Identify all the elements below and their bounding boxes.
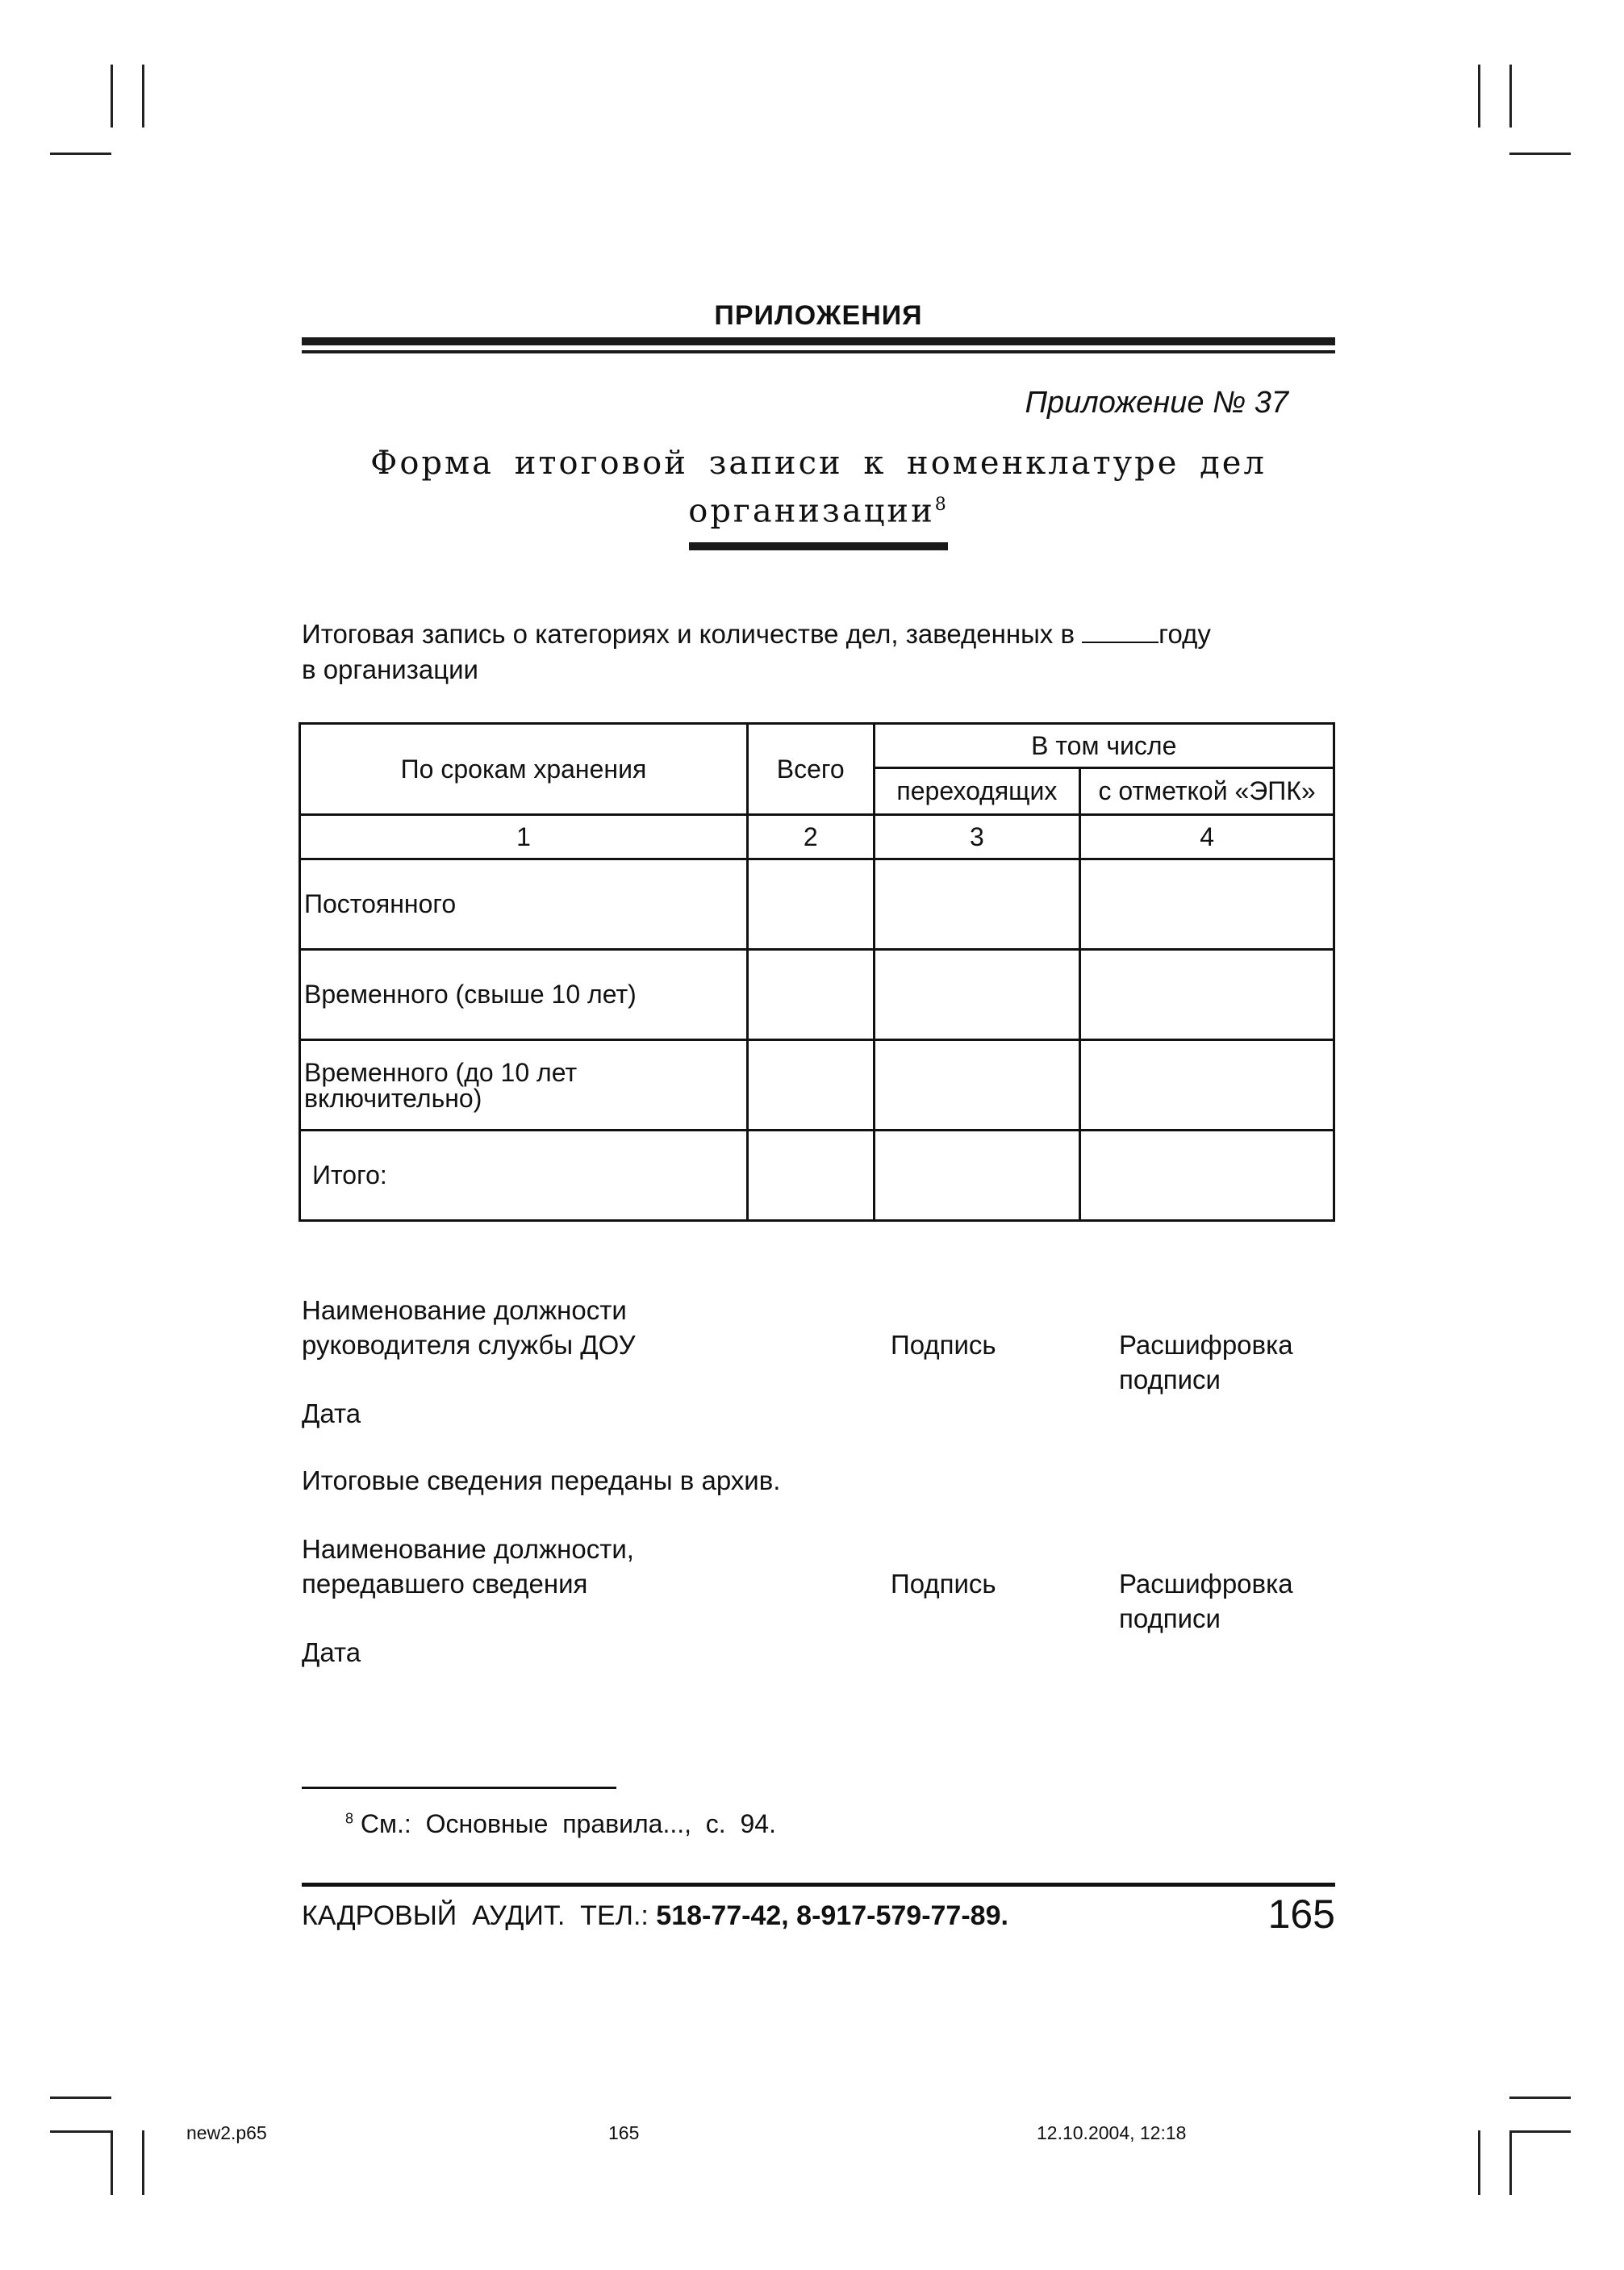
footnote-rule <box>302 1787 616 1789</box>
footnote-ref: 8 <box>934 495 949 515</box>
intro-line2: в организации <box>302 654 478 684</box>
sig2-date: Дата <box>302 1637 361 1667</box>
column-number: 2 <box>747 815 874 859</box>
slug-page: 165 <box>608 2122 640 2143</box>
page-title <box>302 442 1335 532</box>
table-row <box>300 1040 1334 1131</box>
cell <box>1080 859 1334 950</box>
footnote <box>345 1809 776 1839</box>
transfer-note: Итоговые сведения переданы в архив. <box>302 1465 781 1495</box>
row-label: Временного (свыше 10 лет) <box>300 950 748 1040</box>
header-rule-thin <box>302 350 1335 353</box>
sig2-position <box>302 1532 634 1601</box>
table-row <box>300 1131 1334 1221</box>
cell <box>1080 950 1334 1040</box>
footer-rule <box>302 1883 1335 1887</box>
cell <box>874 859 1080 950</box>
sig1-date: Дата <box>302 1398 361 1428</box>
column-number: 4 <box>1080 815 1334 859</box>
column-number: 1 <box>300 815 748 859</box>
title-text: Форма итоговой записи к номенклатуре дел организации <box>370 445 1267 530</box>
table-row <box>300 950 1334 1040</box>
intro-year-word: году <box>1159 619 1211 649</box>
sig2-position-line1: Наименование должности, <box>302 1534 634 1564</box>
cell <box>874 950 1080 1040</box>
header-including: В том числе <box>874 724 1334 768</box>
cell <box>747 859 874 950</box>
slug-datetime: 12.10.2004, 12:18 <box>1037 2122 1187 2143</box>
footnote-marker: 8 <box>345 1810 354 1827</box>
appendix-number: Приложение № 37 <box>1025 386 1288 420</box>
intro-paragraph <box>302 617 1342 688</box>
header-storage-term: По срокам хранения <box>300 724 748 815</box>
column-number: 3 <box>874 815 1080 859</box>
sig1-signature: Подпись <box>891 1330 996 1360</box>
cell <box>747 1040 874 1131</box>
sig2-decode-line2: подписи <box>1119 1603 1221 1633</box>
sig2-decode-line1: Расшифровка <box>1119 1569 1293 1599</box>
publisher-phones: 518-77-42, 8-917-579-77-89. <box>656 1900 1008 1931</box>
sig2-decode <box>1119 1566 1293 1636</box>
sig1-position-line2: руководителя службы ДОУ <box>302 1330 636 1360</box>
row-label: Итого: <box>300 1131 748 1221</box>
summary-table <box>298 722 1335 1222</box>
intro-text: Итоговая запись о категориях и количестве дел, заведенных в <box>302 619 1083 649</box>
publisher-name: КАДРОВЫЙ АУДИТ. ТЕЛ.: <box>302 1900 657 1931</box>
header-epk: с отметкой «ЭПК» <box>1080 768 1334 815</box>
sig1-position <box>302 1293 636 1362</box>
row-label: Временного (до 10 лет включительно) <box>300 1040 748 1131</box>
sig1-decode <box>1119 1327 1293 1397</box>
title-rule <box>689 542 948 550</box>
table-row <box>300 859 1334 950</box>
year-blank <box>1082 621 1159 643</box>
sig1-position-line1: Наименование должности <box>302 1295 627 1325</box>
sig2-signature: Подпись <box>891 1569 996 1599</box>
header-transitional: переходящих <box>874 768 1080 815</box>
footnote-text: См.: Основные правила..., с. 94. <box>360 1809 776 1838</box>
section-header: ПРИЛОЖЕНИЯ <box>714 300 923 331</box>
header-rule-thick <box>302 337 1335 345</box>
row-label: Постоянного <box>300 859 748 950</box>
header-total: Всего <box>747 724 874 815</box>
cell <box>874 1131 1080 1221</box>
slug-file: new2.p65 <box>186 2122 267 2143</box>
footer-publisher <box>302 1900 1008 1932</box>
cell <box>1080 1040 1334 1131</box>
cell <box>1080 1131 1334 1221</box>
sig1-decode-line1: Расшифровка <box>1119 1330 1293 1360</box>
cell <box>747 1131 874 1221</box>
cell <box>747 950 874 1040</box>
sig2-position-line2: передавшего сведения <box>302 1569 588 1599</box>
cell <box>874 1040 1080 1131</box>
page-number: 165 <box>1267 1892 1335 1937</box>
sig1-decode-line2: подписи <box>1119 1365 1221 1394</box>
